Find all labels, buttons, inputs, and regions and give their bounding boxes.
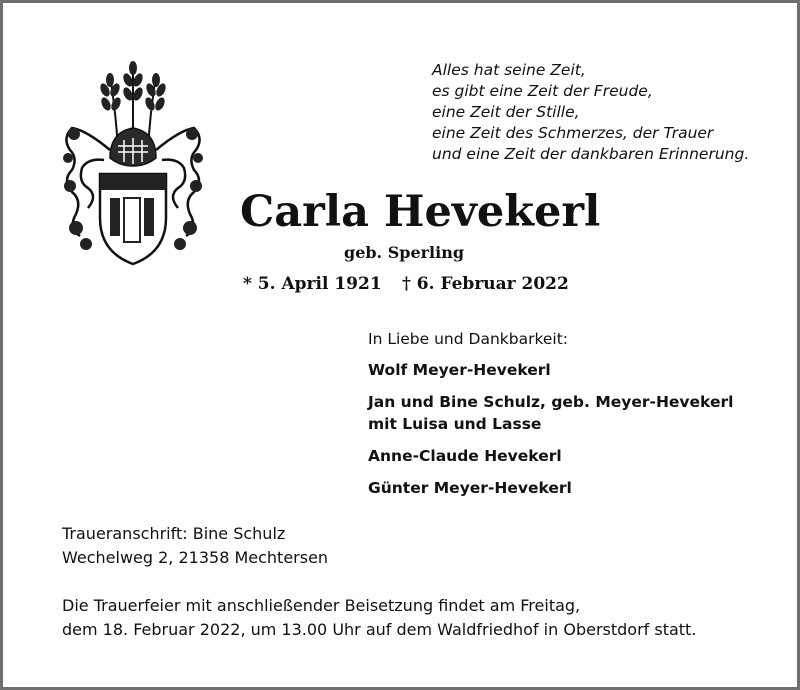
mourner-line: Wolf Meyer-Hevekerl [368,361,551,379]
deceased-name: Carla Hevekerl [240,187,601,237]
ceremony-line: dem 18. Februar 2022, um 13.00 Uhr auf dem Waldfriedhof in Oberstdorf statt. [62,620,697,639]
mourner-entry [368,391,788,435]
poem-quote [432,60,772,165]
birth-date: * 5. April 1921 [243,274,382,294]
death-date: † 6. Februar 2022 [402,274,569,294]
family-crest-icon [58,58,208,270]
poem-line: eine Zeit des Schmerzes, der Trauer [432,124,714,142]
mourners-intro: In Liebe und Dankbarkeit: [368,330,569,348]
poem-line: es gibt eine Zeit der Freude, [432,82,653,100]
mourners-list [368,328,788,509]
poem-line: eine Zeit der Stille, [432,103,580,121]
mourner-line: Jan und Bine Schulz, geb. Meyer-Hevekerl [368,393,734,411]
poem-line: Alles hat seine Zeit, [432,61,586,79]
mourner-entry [368,477,788,499]
maiden-name: geb. Sperling [344,243,465,262]
mourner-line: mit Luisa und Lasse [368,415,542,433]
mourning-address [62,522,328,570]
mourner-entry [368,359,788,381]
address-line: Wechelweg 2, 21358 Mechtersen [62,548,329,567]
poem-line: und eine Zeit der dankbaren Erinnerung. [432,145,750,163]
funeral-notice [62,594,696,642]
address-line: Traueranschrift: Bine Schulz [62,524,286,543]
ceremony-line: Die Trauerfeier mit anschließender Beisetzung findet am Freitag, [62,596,581,615]
mourner-entry [368,445,788,467]
mourner-line: Günter Meyer-Hevekerl [368,479,572,497]
mourner-line: Anne-Claude Hevekerl [368,447,562,465]
